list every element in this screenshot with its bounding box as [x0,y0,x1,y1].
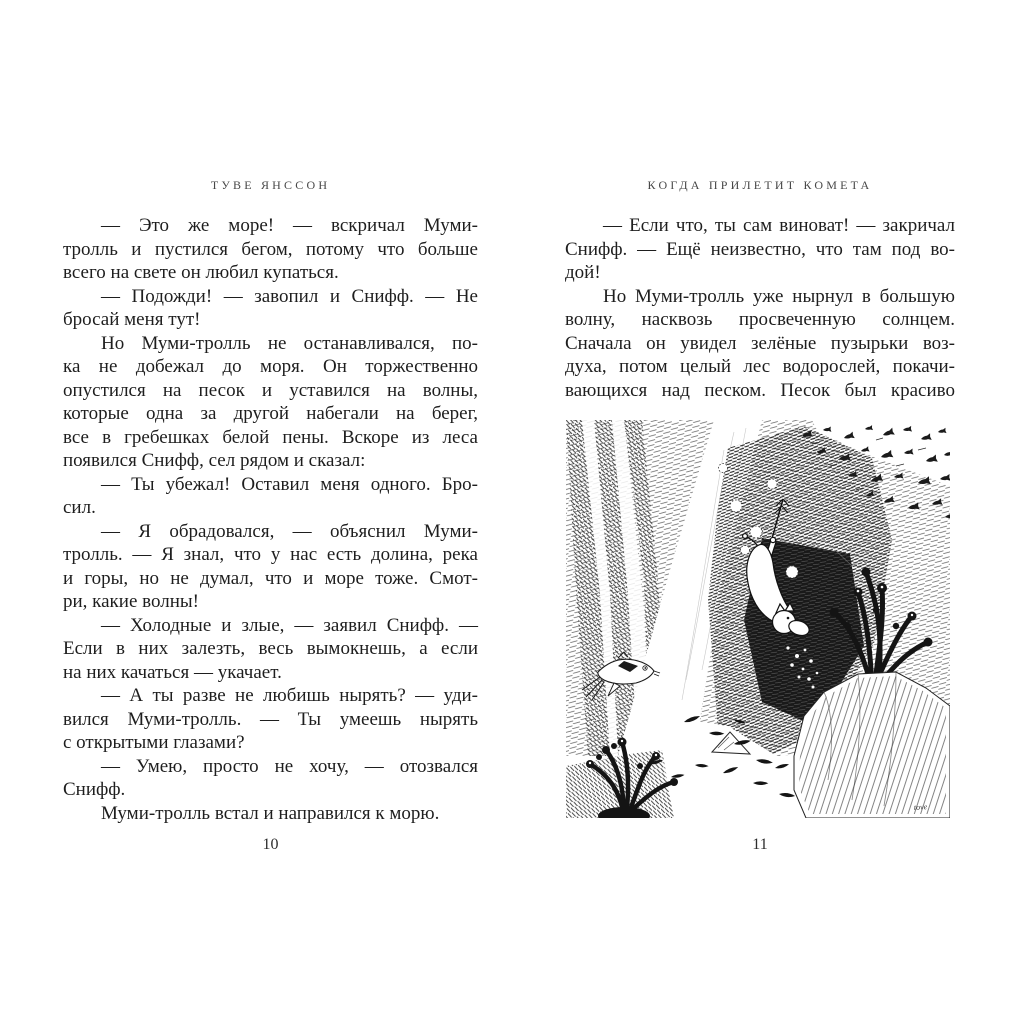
text-line: с открытыми глазами? [63,732,245,753]
left-page-text [63,214,478,825]
text-line: бросай меня тут! [63,309,201,330]
text-line: — Если что, ты сам виноват! — закричал [603,215,955,236]
text-line: — Это же море! — вскричал Муми- [101,215,478,236]
text-line: появился Снифф, сел рядом и сказал: [63,450,366,471]
left-page [63,178,478,825]
text-line: вающихся над песком. Песок был красиво [565,379,955,401]
underwater-illustration [566,420,950,818]
text-line: — Ты убежал! Оставил меня одного. Бро- [101,473,478,495]
text-line: — Холодные и злые, — заявил Снифф. — [101,614,478,636]
artist-signature: tove [913,802,928,812]
text-line: — Я обрадовался, — объяснил Муми- [101,520,478,542]
running-head-title: КОГДА ПРИЛЕТИТ КОМЕТА [647,178,873,192]
text-line: Но Муми-тролль уже нырнул в большую [603,285,955,307]
text-line: волну, насквозь просвеченную солнцем. [565,309,955,330]
text-line: духа, потом целый лес водорослей, покачи- [565,356,955,377]
text-line: которые одна за другой набегали на берег, [63,403,478,424]
text-line: на них качаться — укачает. [63,661,282,683]
text-line: — Умею, просто не хочу, — отозвался [101,755,478,777]
text-line: все в гребешках белой пены. Вскоре из леса [63,426,478,448]
text-line: и горы, но не думал, что и море тоже. Смот- [63,567,478,589]
text-line: ка не добежал до моря. Он торжественно [63,356,478,377]
right-page-text [565,214,955,402]
text-line: дой! [565,262,601,283]
right-page [565,178,955,402]
text-line: — А ты разве не любишь нырять? — уди- [101,685,478,706]
running-head-author: ТУВЕ ЯНССОН [210,178,331,192]
text-line: Снифф. — Ещё неизвестно, что там под во- [565,238,955,260]
underwater-illustration-svg [566,420,950,818]
text-line: вился Муми-тролль. — Ты умеешь нырять [63,708,478,730]
text-line: тролль. — Я знал, что у нас есть долина, река [63,544,478,565]
text-line: опустился на песок и уставился на волны, [63,379,478,401]
text-line: Сначала он увидел зелёные пузырьки воз- [565,332,955,354]
text-line: — Подожди! — завопил и Снифф. — Не [101,285,478,307]
text-line: тролль и пустился бегом, потому что больше [63,238,478,260]
left-page-number: 10 [262,836,279,853]
text-line: Снифф. [63,779,126,800]
text-line: всего на свете он любил купаться. [63,262,339,283]
text-line: Муми-тролль встал и направился к морю. [101,802,440,824]
text-line: ри, какие волны! [63,591,199,612]
text-line: Но Муми-тролль не останавливался, по- [101,332,478,354]
right-page-number: 11 [752,836,768,853]
text-line: Если в них залезть, весь вымокнешь, а если [63,638,478,659]
text-line: сил. [63,497,96,518]
